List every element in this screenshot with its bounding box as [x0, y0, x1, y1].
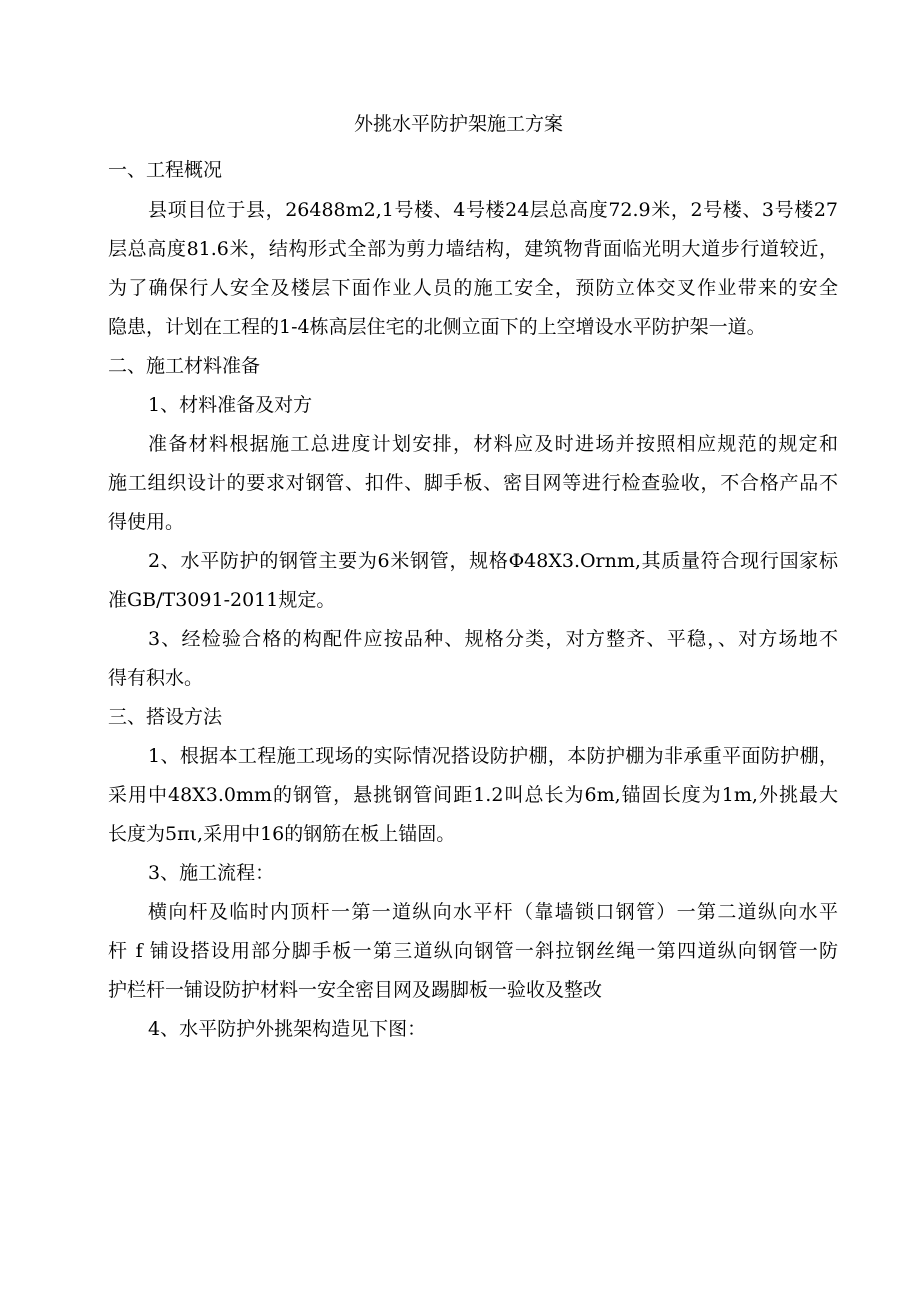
section-heading-2: 二、施工材料准备 [108, 355, 261, 377]
paragraph-line: 3、经检验合格的构配件应按品种、规格分类，对方整齐、平稳，、对方场地不 [148, 628, 838, 650]
paragraph-line: 采用中48X3.0mm的钢管，悬挑钢管间距1.2叫总长为6m,锚固长度为1m,外挑最大 [108, 784, 838, 806]
paragraph-line: 县项目位于县，26488m2,1号楼、4号楼24层总高度72.9米，2号楼、3号楼27 [148, 199, 838, 221]
paragraph-line: 杆 f 铺设搭设用部分脚手板一第三道纵向钢管一斜拉钢丝绳一第四道纵向钢管一防 [108, 940, 838, 962]
paragraph-line: 1、根据本工程施工现场的实际情况搭设防护棚，本防护棚为非承重平面防护棚， [148, 745, 838, 767]
paragraph-line: 2、水平防护的钢管主要为6米钢管，规格Φ48X3.Ornm,其质量符合现行国家标 [148, 550, 838, 572]
paragraph-line: 长度为5πι,采用中16的钢筋在板上锚固。 [108, 823, 456, 845]
paragraph-line: 得有积水。 [108, 667, 204, 689]
paragraph-line: 隐患，计划在工程的1-4栋高层住宅的北侧立面下的上空增设水平防护架一道。 [108, 316, 766, 338]
subheading: 3、施工流程： [148, 862, 275, 884]
paragraph-line: 护栏杆一铺设防护材料一安全密目网及踢脚板一验收及整改 [108, 979, 603, 1001]
paragraph-line: 为了确保行人安全及楼层下面作业人员的施工安全，预防立体交叉作业带来的安全 [108, 277, 838, 299]
paragraph-line: 层总高度81.6米，结构形式全部为剪力墙结构，建筑物背面临光明大道步行道较近， [108, 238, 838, 260]
paragraph-line: 准GB/T3091-2011规定。 [108, 589, 336, 611]
paragraph-line: 横向杆及临时内顶杆一第一道纵向水平杆（靠墙锁口钢管）一第二道纵向水平 [148, 901, 838, 923]
subheading: 4、水平防护外挑架构造见下图： [148, 1018, 427, 1040]
subheading: 1、材料准备及对方 [148, 394, 313, 416]
paragraph-line: 准备材料根据施工总进度计划安排，材料应及时进场并按照相应规范的规定和 [148, 433, 838, 455]
paragraph-line: 施工组织设计的要求对钢管、扣件、脚手板、密目网等进行检查验收，不合格产品不 [108, 472, 838, 494]
section-heading-3: 三、搭设方法 [108, 706, 223, 728]
paragraph-line: 得使用。 [108, 511, 185, 533]
section-heading-1: 一、工程概况 [108, 159, 223, 181]
document-title: 外挑水平防护架施工方案 [354, 113, 564, 135]
